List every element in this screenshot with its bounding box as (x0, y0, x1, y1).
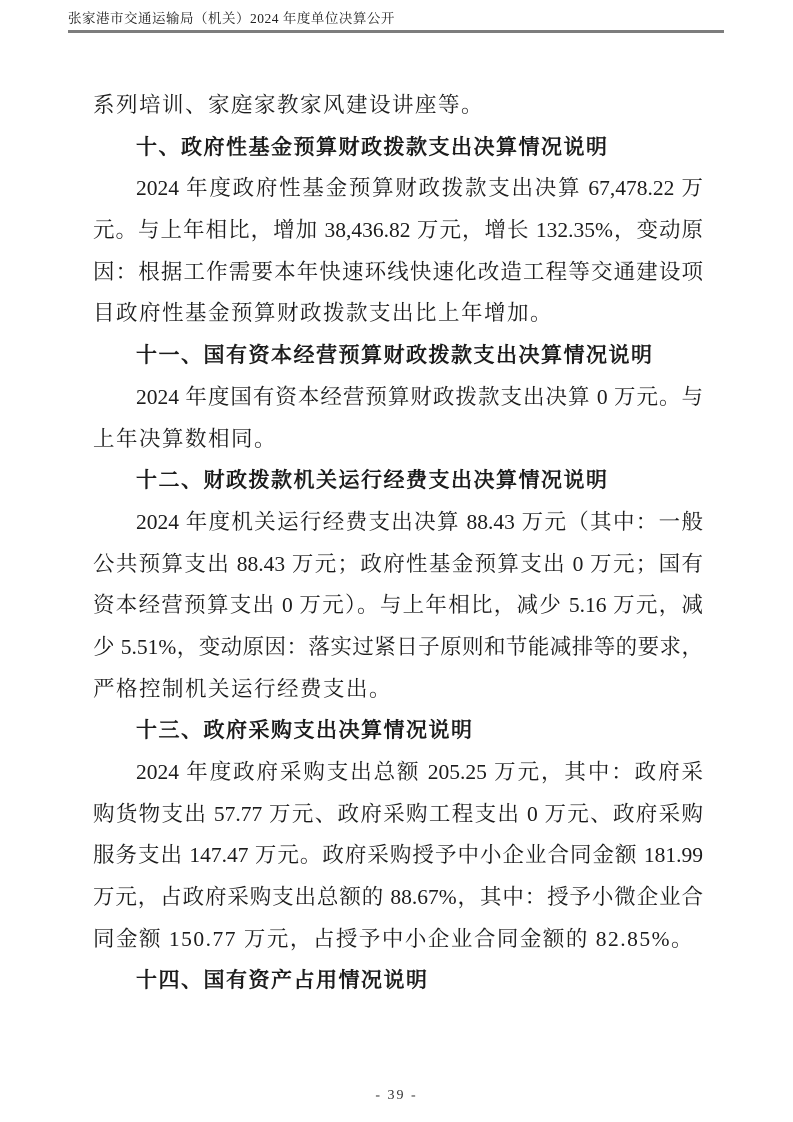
page-number: - 39 - (375, 1088, 418, 1103)
document-body (93, 85, 703, 1002)
section-heading: 十一、国有资本经营预算财政拨款支出决算情况说明 (136, 344, 654, 368)
text-line: 公共预算支出 88.43 万元；政府性基金预算支出 0 万元；国有 (93, 551, 703, 576)
text-line: 上年决算数相同。 (93, 426, 278, 451)
document-header-title: 张家港市交通运输局（机关）2024 年度单位决算公开 (68, 11, 395, 26)
section-heading: 十四、国有资产占用情况说明 (136, 969, 429, 993)
text-line: 服务支出 147.47 万元。政府采购授予中小企业合同金额 181.99 (93, 843, 703, 868)
text-line: 万元，占政府采购支出总额的 88.67%，其中：授予小微企业合 (93, 885, 703, 910)
text-line: 资本经营预算支出 0 万元）。与上年相比，减少 5.16 万元，减 (93, 593, 703, 618)
text-line: 2024 年度国有资本经营预算财政拨款支出决算 0 万元。与 (136, 384, 703, 409)
text-line: 系列培训、家庭家教家风建设讲座等。 (93, 93, 485, 117)
section-heading: 十、政府性基金预算财政拨款支出决算情况说明 (136, 135, 609, 159)
section-heading: 十二、财政拨款机关运行经费支出决算情况说明 (136, 469, 609, 493)
text-line: 少 5.51%，变动原因：落实过紧日子原则和节能减排等的要求， (93, 634, 703, 659)
page-header (68, 11, 724, 33)
text-line: 2024 年度政府性基金预算财政拨款支出决算 67,478.22 万 (136, 176, 703, 201)
text-line: 2024 年度政府采购支出总额 205.25 万元，其中：政府采 (136, 760, 703, 784)
text-line: 严格控制机关运行经费支出。 (93, 676, 393, 701)
text-line: 因：根据工作需要本年快速环线快速化改造工程等交通建设项 (93, 259, 703, 284)
text-line: 同金额 150.77 万元，占授予中小企业合同金额的 82.85%。 (93, 926, 695, 951)
text-line: 目政府性基金预算财政拨款支出比上年增加。 (93, 301, 554, 326)
page-footer (0, 1086, 793, 1104)
text-line: 元。与上年相比，增加 38,436.82 万元，增长 132.35%，变动原 (93, 218, 703, 243)
section-heading: 十三、政府采购支出决算情况说明 (136, 719, 474, 743)
text-line: 2024 年度机关运行经费支出决算 88.43 万元（其中：一般 (136, 509, 703, 534)
text-line: 购货物支出 57.77 万元、政府采购工程支出 0 万元、政府采购 (93, 801, 703, 826)
